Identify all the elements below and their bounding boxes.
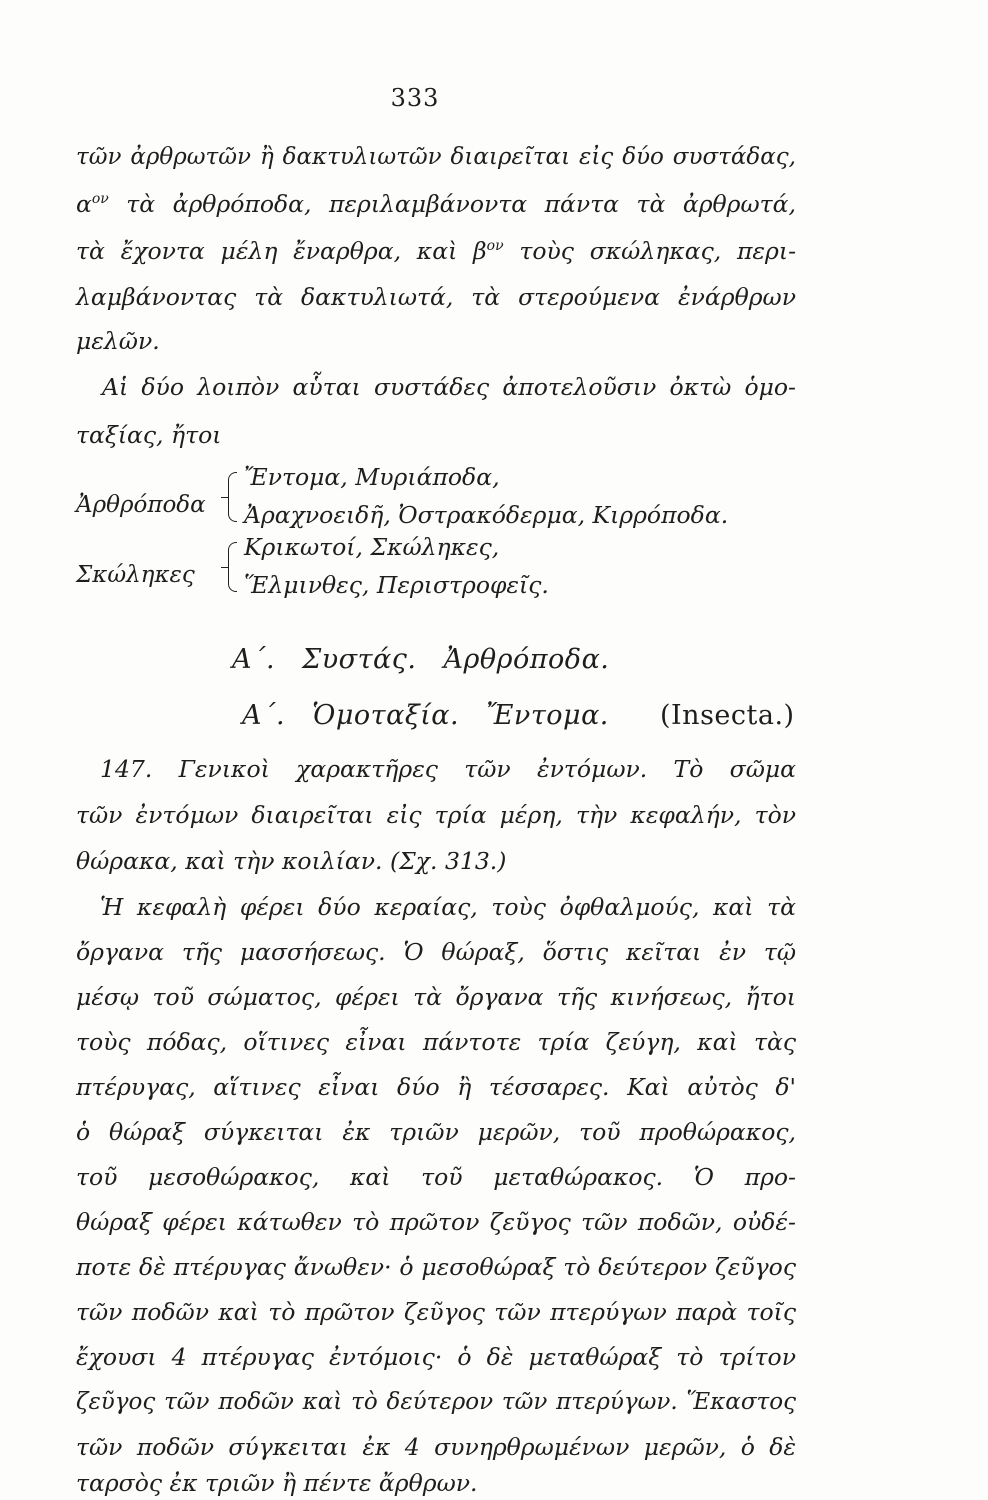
text-line: λαμβάνοντας τὰ δακτυλιωτά, τὰ στερούμενα ἐνάρθρων <box>76 283 796 311</box>
text-line <box>76 190 796 218</box>
ordinal-suffix: ον <box>91 191 109 208</box>
text-line: τοῦ μεσοθώρακος, καὶ τοῦ μεταθώρακος. Ὁ προ- <box>76 1163 796 1191</box>
text-line: θώραξ φέρει κάτωθεν τὸ πρῶτον ζεῦγος τῶν ποδῶν, οὐδέ- <box>76 1208 796 1236</box>
text-line: τῶν ἐντόμων διαιρεῖται εἰς τρία μέρη, τὴν κεφαλήν, τὸν <box>76 801 796 829</box>
text-run: τοὺς σκώληκας, περι- <box>503 237 797 265</box>
page-number: 333 <box>390 84 440 112</box>
text-line: ζεῦγος τῶν ποδῶν καὶ τὸ δεύτερον τῶν πτερύγων. Ἕκαστος <box>76 1389 796 1415</box>
text-line: ὁ θώραξ σύγκειται ἐκ τριῶν μερῶν, τοῦ προθώρακος, <box>76 1118 796 1146</box>
text-line: Ἡ κεφαλὴ φέρει δύο κεραίας, τοὺς ὀφθαλμούς, καὶ τὰ <box>100 893 796 921</box>
group-label-worms: Σκώληκες <box>76 562 195 588</box>
text-run: τὰ ἀρθρόποδα, περιλαμβάνοντα πάντα τὰ ἀρθρωτά, <box>108 190 796 218</box>
ordinal-suffix: ον <box>486 238 504 255</box>
text-line: μελῶν. <box>76 327 160 355</box>
brace-icon <box>228 542 237 592</box>
latin-name: (Insecta.) <box>659 700 795 731</box>
text-line: Αἱ δύο λοιπὸν αὗται συστάδες ἀποτελοῦσιν ὀκτὼ ὁμο- <box>102 373 796 401</box>
text-line: μέσῳ τοῦ σώματος, φέρει τὰ ὄργανα τῆς κινήσεως, ἤτοι <box>76 983 796 1011</box>
class-list-item: Ἀραχνοειδῆ, Ὀστρακόδερμα, Κιρρόποδα. <box>244 501 729 529</box>
subsection-heading <box>242 700 795 731</box>
text-line: ἔχουσι 4 πτέρυγας ἐντόμοις· ὁ δὲ μεταθώραξ τὸ τρίτον <box>76 1343 796 1371</box>
class-list-item: Κρικωτοί, Σκώληκες, <box>244 533 500 561</box>
class-list-item: Ἔντομα, Μυριάποδα, <box>244 463 500 491</box>
text-line: ταρσὸς ἐκ τριῶν ἢ πέντε ἄρθρων. <box>76 1469 478 1497</box>
text-line: 147. Γενικοὶ χαρακτῆρες τῶν ἐντόμων. Τὸ σῶμα <box>100 755 796 783</box>
text-line: ὄργανα τῆς μασσήσεως. Ὁ θώραξ, ὅστις κεῖται ἐν τῷ <box>76 938 796 966</box>
text-line <box>76 237 797 265</box>
text-line: ταξίας, ἤτοι <box>76 421 222 449</box>
heading-text: Α΄. Ὁμοταξία. Ἔντομα. <box>242 700 609 731</box>
text-line: ποτε δὲ πτέρυγας ἄνωθεν· ὁ μεσοθώραξ τὸ δεύτερον ζεῦγος <box>76 1253 796 1281</box>
text-line: τῶν ποδῶν σύγκειται ἐκ 4 συνηρθρωμένων μερῶν, ὁ δὲ <box>76 1433 796 1461</box>
text-line: πτέρυγας, αἵτινες εἶναι δύο ἢ τέσσαρες. Καὶ αὐτὸς δ' <box>76 1073 796 1101</box>
class-list-item: Ἕλμινθες, Περιστροφεῖς. <box>244 571 549 599</box>
brace-icon <box>228 472 237 522</box>
text-run: τὰ ἔχοντα μέλη ἔναρθρα, καὶ β <box>76 237 487 265</box>
text-line: τῶν ποδῶν καὶ τὸ πρῶτον ζεῦγος τῶν πτερύγων παρὰ τοῖς <box>76 1298 796 1326</box>
text-line: θώρακα, καὶ τὴν κοιλίαν. (Σχ. 313.) <box>76 847 507 875</box>
text-line: τῶν ἀρθρωτῶν ἢ δακτυλιωτῶν διαιρεῖται εἰς δύο συστάδας, <box>76 144 796 170</box>
group-label-arthropoda: Ἀρθρόποδα <box>76 492 206 518</box>
ordinal-a: α <box>76 190 92 218</box>
text-line: τοὺς πόδας, οἵτινες εἶναι πάντοτε τρία ζεύγη, καὶ τὰς <box>76 1028 796 1056</box>
section-heading: Α΄. Συστάς. Ἀρθρόποδα. <box>232 644 610 675</box>
